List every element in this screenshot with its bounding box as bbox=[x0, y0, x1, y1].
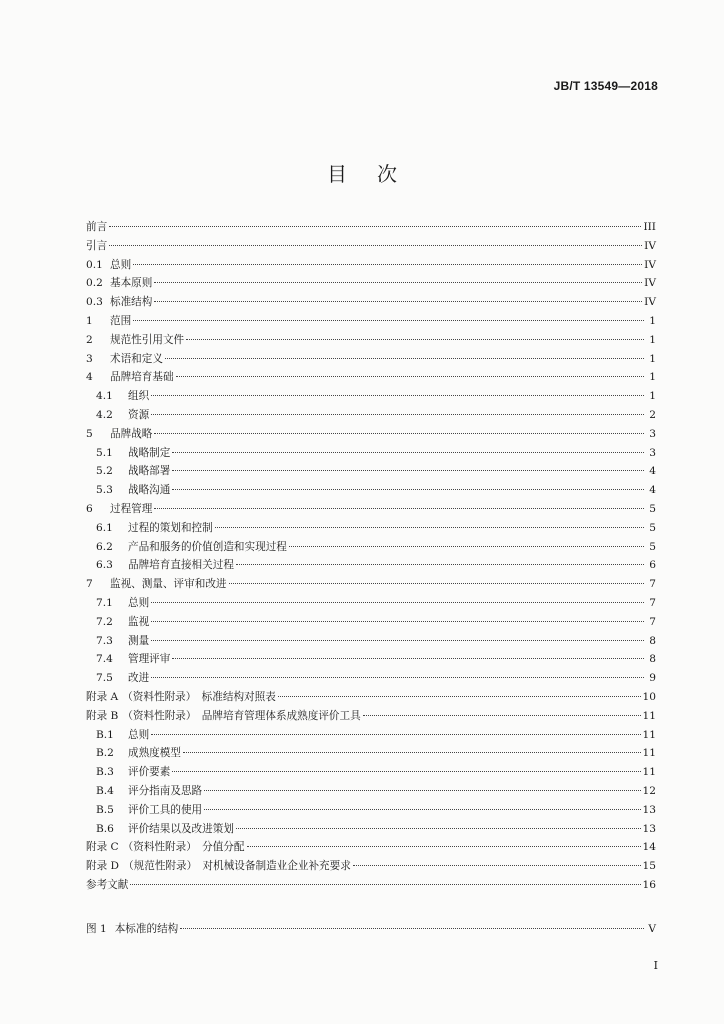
dot-leader bbox=[204, 809, 640, 810]
page-title: 目次 bbox=[327, 162, 427, 186]
entry-page: 2 bbox=[649, 408, 656, 421]
dot-leader bbox=[109, 245, 642, 246]
toc-entry[interactable] bbox=[86, 614, 656, 633]
toc-entry[interactable] bbox=[86, 219, 656, 238]
entry-number: 5.1 bbox=[96, 446, 113, 459]
dot-leader bbox=[278, 696, 641, 697]
dot-leader bbox=[204, 790, 640, 791]
entry-number: 6.1 bbox=[96, 521, 113, 534]
entry-page: 11 bbox=[642, 728, 656, 741]
entry-number: B.1 bbox=[96, 728, 114, 741]
entry-page: 9 bbox=[649, 672, 656, 685]
entry-page: 4 bbox=[649, 465, 656, 478]
entry-number: 5.2 bbox=[96, 465, 113, 478]
entry-label: 参考文献 bbox=[86, 878, 129, 891]
entry-page: IV bbox=[644, 296, 656, 309]
dot-leader bbox=[109, 226, 641, 227]
dot-leader bbox=[151, 677, 644, 678]
entry-label: 产品和服务的价值创造和实现过程 bbox=[128, 540, 287, 553]
entry-label: 评价结果以及改进策划 bbox=[128, 822, 234, 835]
entry-page: 5 bbox=[649, 540, 656, 553]
entry-page: 1 bbox=[649, 352, 656, 365]
entry-number: B.6 bbox=[96, 822, 114, 835]
entry-page: 1 bbox=[649, 314, 656, 327]
toc-entry[interactable] bbox=[86, 595, 656, 614]
entry-label: （规范性附录） 对机械设备制造业企业补充要求 bbox=[123, 860, 351, 873]
dot-leader bbox=[154, 433, 644, 434]
entry-page: 11 bbox=[642, 709, 656, 722]
dot-leader bbox=[363, 715, 641, 716]
entry-number: 6.3 bbox=[96, 559, 113, 572]
entry-number: 0.2 bbox=[86, 277, 103, 290]
toc-entry[interactable] bbox=[86, 727, 656, 746]
entry-label: 资源 bbox=[128, 408, 150, 421]
toc-entry[interactable] bbox=[86, 670, 656, 689]
dot-leader bbox=[151, 602, 644, 603]
entry-number: 7.5 bbox=[96, 672, 113, 685]
entry-page: 8 bbox=[649, 653, 656, 666]
entry-page: IV bbox=[644, 277, 656, 290]
entry-label: 评价要素 bbox=[128, 766, 171, 779]
dot-leader bbox=[151, 734, 640, 735]
entry-page: III bbox=[643, 221, 656, 233]
entry-number: 附录 C bbox=[86, 841, 119, 854]
entry-page: 7 bbox=[649, 596, 656, 609]
dot-leader bbox=[154, 301, 642, 302]
table-of-contents bbox=[86, 219, 656, 896]
entry-page: 11 bbox=[642, 747, 656, 760]
dot-leader bbox=[215, 527, 644, 528]
entry-number: 4.2 bbox=[96, 408, 113, 421]
entry-number: 7 bbox=[86, 578, 93, 591]
entry-label: 评分指南及思路 bbox=[128, 784, 203, 797]
toc-entry[interactable] bbox=[86, 257, 656, 276]
entry-page: 3 bbox=[649, 427, 656, 440]
entry-label: 组织 bbox=[128, 390, 150, 403]
toc-entry[interactable] bbox=[86, 501, 656, 520]
entry-number: 5 bbox=[86, 427, 93, 440]
toc-entry[interactable] bbox=[86, 839, 656, 858]
entry-page: 1 bbox=[649, 333, 656, 346]
entry-number: 0.3 bbox=[86, 296, 103, 309]
toc-entry[interactable] bbox=[86, 633, 656, 652]
dot-leader bbox=[172, 452, 644, 453]
entry-label: 过程的策划和控制 bbox=[128, 521, 213, 534]
entry-label: 监视、测量、评审和改进 bbox=[110, 578, 227, 591]
entry-page: 16 bbox=[642, 878, 656, 891]
toc-entry[interactable] bbox=[86, 576, 656, 595]
toc-entry[interactable] bbox=[86, 463, 656, 482]
dot-leader bbox=[154, 282, 642, 283]
entry-number: 7.1 bbox=[96, 596, 113, 609]
entry-label: 本标准的结构 bbox=[114, 923, 179, 935]
dot-leader bbox=[133, 264, 642, 265]
entry-label: 总则 bbox=[110, 258, 132, 271]
dot-leader bbox=[172, 771, 640, 772]
entry-number: 附录 D bbox=[86, 860, 120, 873]
entry-page: 11 bbox=[642, 766, 656, 779]
entry-page: 14 bbox=[642, 841, 656, 854]
entry-label: 引言 bbox=[86, 239, 108, 252]
entry-label: 管理评审 bbox=[128, 653, 171, 666]
entry-page: 7 bbox=[649, 615, 656, 628]
entry-label: 改进 bbox=[128, 672, 150, 685]
entry-label: 品牌培育基础 bbox=[110, 371, 174, 384]
toc-entry[interactable] bbox=[86, 313, 656, 332]
entry-label: 品牌培育直接相关过程 bbox=[128, 559, 234, 572]
dot-leader bbox=[353, 865, 641, 866]
toc-entry[interactable] bbox=[86, 821, 656, 840]
entry-number: 7.2 bbox=[96, 615, 113, 628]
dot-leader bbox=[183, 752, 641, 753]
dot-leader bbox=[247, 846, 641, 847]
entry-number: 7.3 bbox=[96, 634, 113, 647]
toc-entry[interactable] bbox=[86, 407, 656, 426]
entry-page: 13 bbox=[642, 803, 656, 816]
dot-leader bbox=[151, 414, 644, 415]
entry-page: 10 bbox=[642, 690, 656, 703]
entry-label: 标准结构 bbox=[110, 296, 153, 309]
entry-number: 图 1 bbox=[86, 923, 107, 935]
figure-list bbox=[86, 921, 656, 940]
toc-entry[interactable] bbox=[86, 708, 656, 727]
dot-leader bbox=[154, 508, 644, 509]
entry-label: （资料性附录） 品牌培育管理体系成熟度评价工具 bbox=[122, 709, 361, 722]
entry-number: 0.1 bbox=[86, 258, 103, 271]
toc-entry[interactable] bbox=[86, 783, 656, 802]
dot-leader bbox=[133, 320, 644, 321]
entry-label: 战略制定 bbox=[128, 446, 171, 459]
entry-page: 1 bbox=[649, 390, 656, 403]
dot-leader bbox=[165, 358, 644, 359]
dot-leader bbox=[229, 583, 644, 584]
entry-number: 5.3 bbox=[96, 484, 113, 497]
toc-entry[interactable] bbox=[86, 294, 656, 313]
entry-label: 评价工具的使用 bbox=[128, 803, 203, 816]
entry-page: 8 bbox=[649, 634, 656, 647]
entry-label: 成熟度模型 bbox=[128, 747, 181, 760]
entry-page: 6 bbox=[649, 559, 656, 572]
entry-number: B.3 bbox=[96, 766, 114, 779]
entry-label: （资料性附录） 标准结构对照表 bbox=[122, 690, 276, 703]
toc-entry[interactable] bbox=[86, 482, 656, 501]
entry-number: 附录 B bbox=[86, 709, 119, 722]
entry-label: 品牌战略 bbox=[110, 427, 153, 440]
toc-entry[interactable] bbox=[86, 557, 656, 576]
entry-page: 12 bbox=[642, 784, 656, 797]
entry-label: 范围 bbox=[110, 314, 132, 327]
standard-code: JB/T 13549—2018 bbox=[553, 79, 658, 93]
toc-entry[interactable] bbox=[86, 351, 656, 370]
entry-number: 2 bbox=[86, 333, 93, 346]
entry-number: B.4 bbox=[96, 784, 114, 797]
entry-page: IV bbox=[644, 258, 656, 271]
dot-leader bbox=[172, 489, 644, 490]
figure-entry[interactable] bbox=[86, 921, 656, 940]
entry-label: 战略部署 bbox=[128, 465, 171, 478]
dot-leader bbox=[151, 395, 644, 396]
dot-leader bbox=[151, 621, 644, 622]
entry-page: 4 bbox=[649, 484, 656, 497]
toc-entry[interactable] bbox=[86, 539, 656, 558]
entry-label: 战略沟通 bbox=[128, 484, 171, 497]
entry-label: 测量 bbox=[128, 634, 150, 647]
entry-page: 13 bbox=[642, 822, 656, 835]
dot-leader bbox=[130, 884, 640, 885]
entry-number: 3 bbox=[86, 352, 93, 365]
toc-entry[interactable] bbox=[86, 745, 656, 764]
toc-entry[interactable] bbox=[86, 858, 656, 877]
toc-entry[interactable] bbox=[86, 520, 656, 539]
toc-entry[interactable] bbox=[86, 369, 656, 388]
entry-label: 前言 bbox=[86, 221, 108, 233]
toc-entry[interactable] bbox=[86, 445, 656, 464]
dot-leader bbox=[172, 470, 644, 471]
entry-number: 6 bbox=[86, 502, 93, 515]
entry-page: 15 bbox=[642, 860, 656, 873]
dot-leader bbox=[236, 828, 641, 829]
entry-label: 基本原则 bbox=[110, 277, 153, 290]
toc-entry[interactable] bbox=[86, 651, 656, 670]
entry-label: 总则 bbox=[128, 728, 150, 741]
entry-number: 附录 A bbox=[86, 690, 119, 703]
toc-entry[interactable] bbox=[86, 332, 656, 351]
entry-page: 5 bbox=[649, 502, 656, 515]
entry-page: 7 bbox=[649, 578, 656, 591]
entry-page: V bbox=[648, 923, 656, 935]
toc-entry[interactable] bbox=[86, 426, 656, 445]
entry-number: 1 bbox=[86, 314, 93, 327]
entry-number: 6.2 bbox=[96, 540, 113, 553]
entry-number: 4.1 bbox=[96, 390, 113, 403]
toc-entry[interactable] bbox=[86, 388, 656, 407]
entry-number: 4 bbox=[86, 371, 93, 384]
entry-label: 规范性引用文件 bbox=[110, 333, 185, 346]
dot-leader bbox=[172, 658, 644, 659]
dot-leader bbox=[289, 546, 644, 547]
entry-label: （资料性附录） 分值分配 bbox=[122, 841, 245, 854]
toc-entry[interactable] bbox=[86, 238, 656, 257]
toc-entry[interactable] bbox=[86, 689, 656, 708]
entry-page: IV bbox=[644, 239, 656, 252]
entry-number: B.2 bbox=[96, 747, 114, 760]
toc-entry[interactable] bbox=[86, 877, 656, 896]
dot-leader bbox=[186, 339, 644, 340]
entry-label: 总则 bbox=[128, 596, 150, 609]
dot-leader bbox=[180, 928, 644, 929]
entry-label: 监视 bbox=[128, 615, 150, 628]
dot-leader bbox=[236, 564, 644, 565]
toc-entry[interactable] bbox=[86, 764, 656, 783]
entry-label: 术语和定义 bbox=[110, 352, 163, 365]
entry-label: 过程管理 bbox=[110, 502, 153, 515]
entry-page: 3 bbox=[649, 446, 656, 459]
entry-number: 7.4 bbox=[96, 653, 113, 666]
entry-page: 5 bbox=[649, 521, 656, 534]
toc-entry[interactable] bbox=[86, 802, 656, 821]
dot-leader bbox=[176, 376, 644, 377]
entry-number: B.5 bbox=[96, 803, 114, 816]
page-number: I bbox=[653, 959, 658, 972]
toc-entry[interactable] bbox=[86, 275, 656, 294]
dot-leader bbox=[151, 640, 644, 641]
entry-page: 1 bbox=[649, 371, 656, 384]
